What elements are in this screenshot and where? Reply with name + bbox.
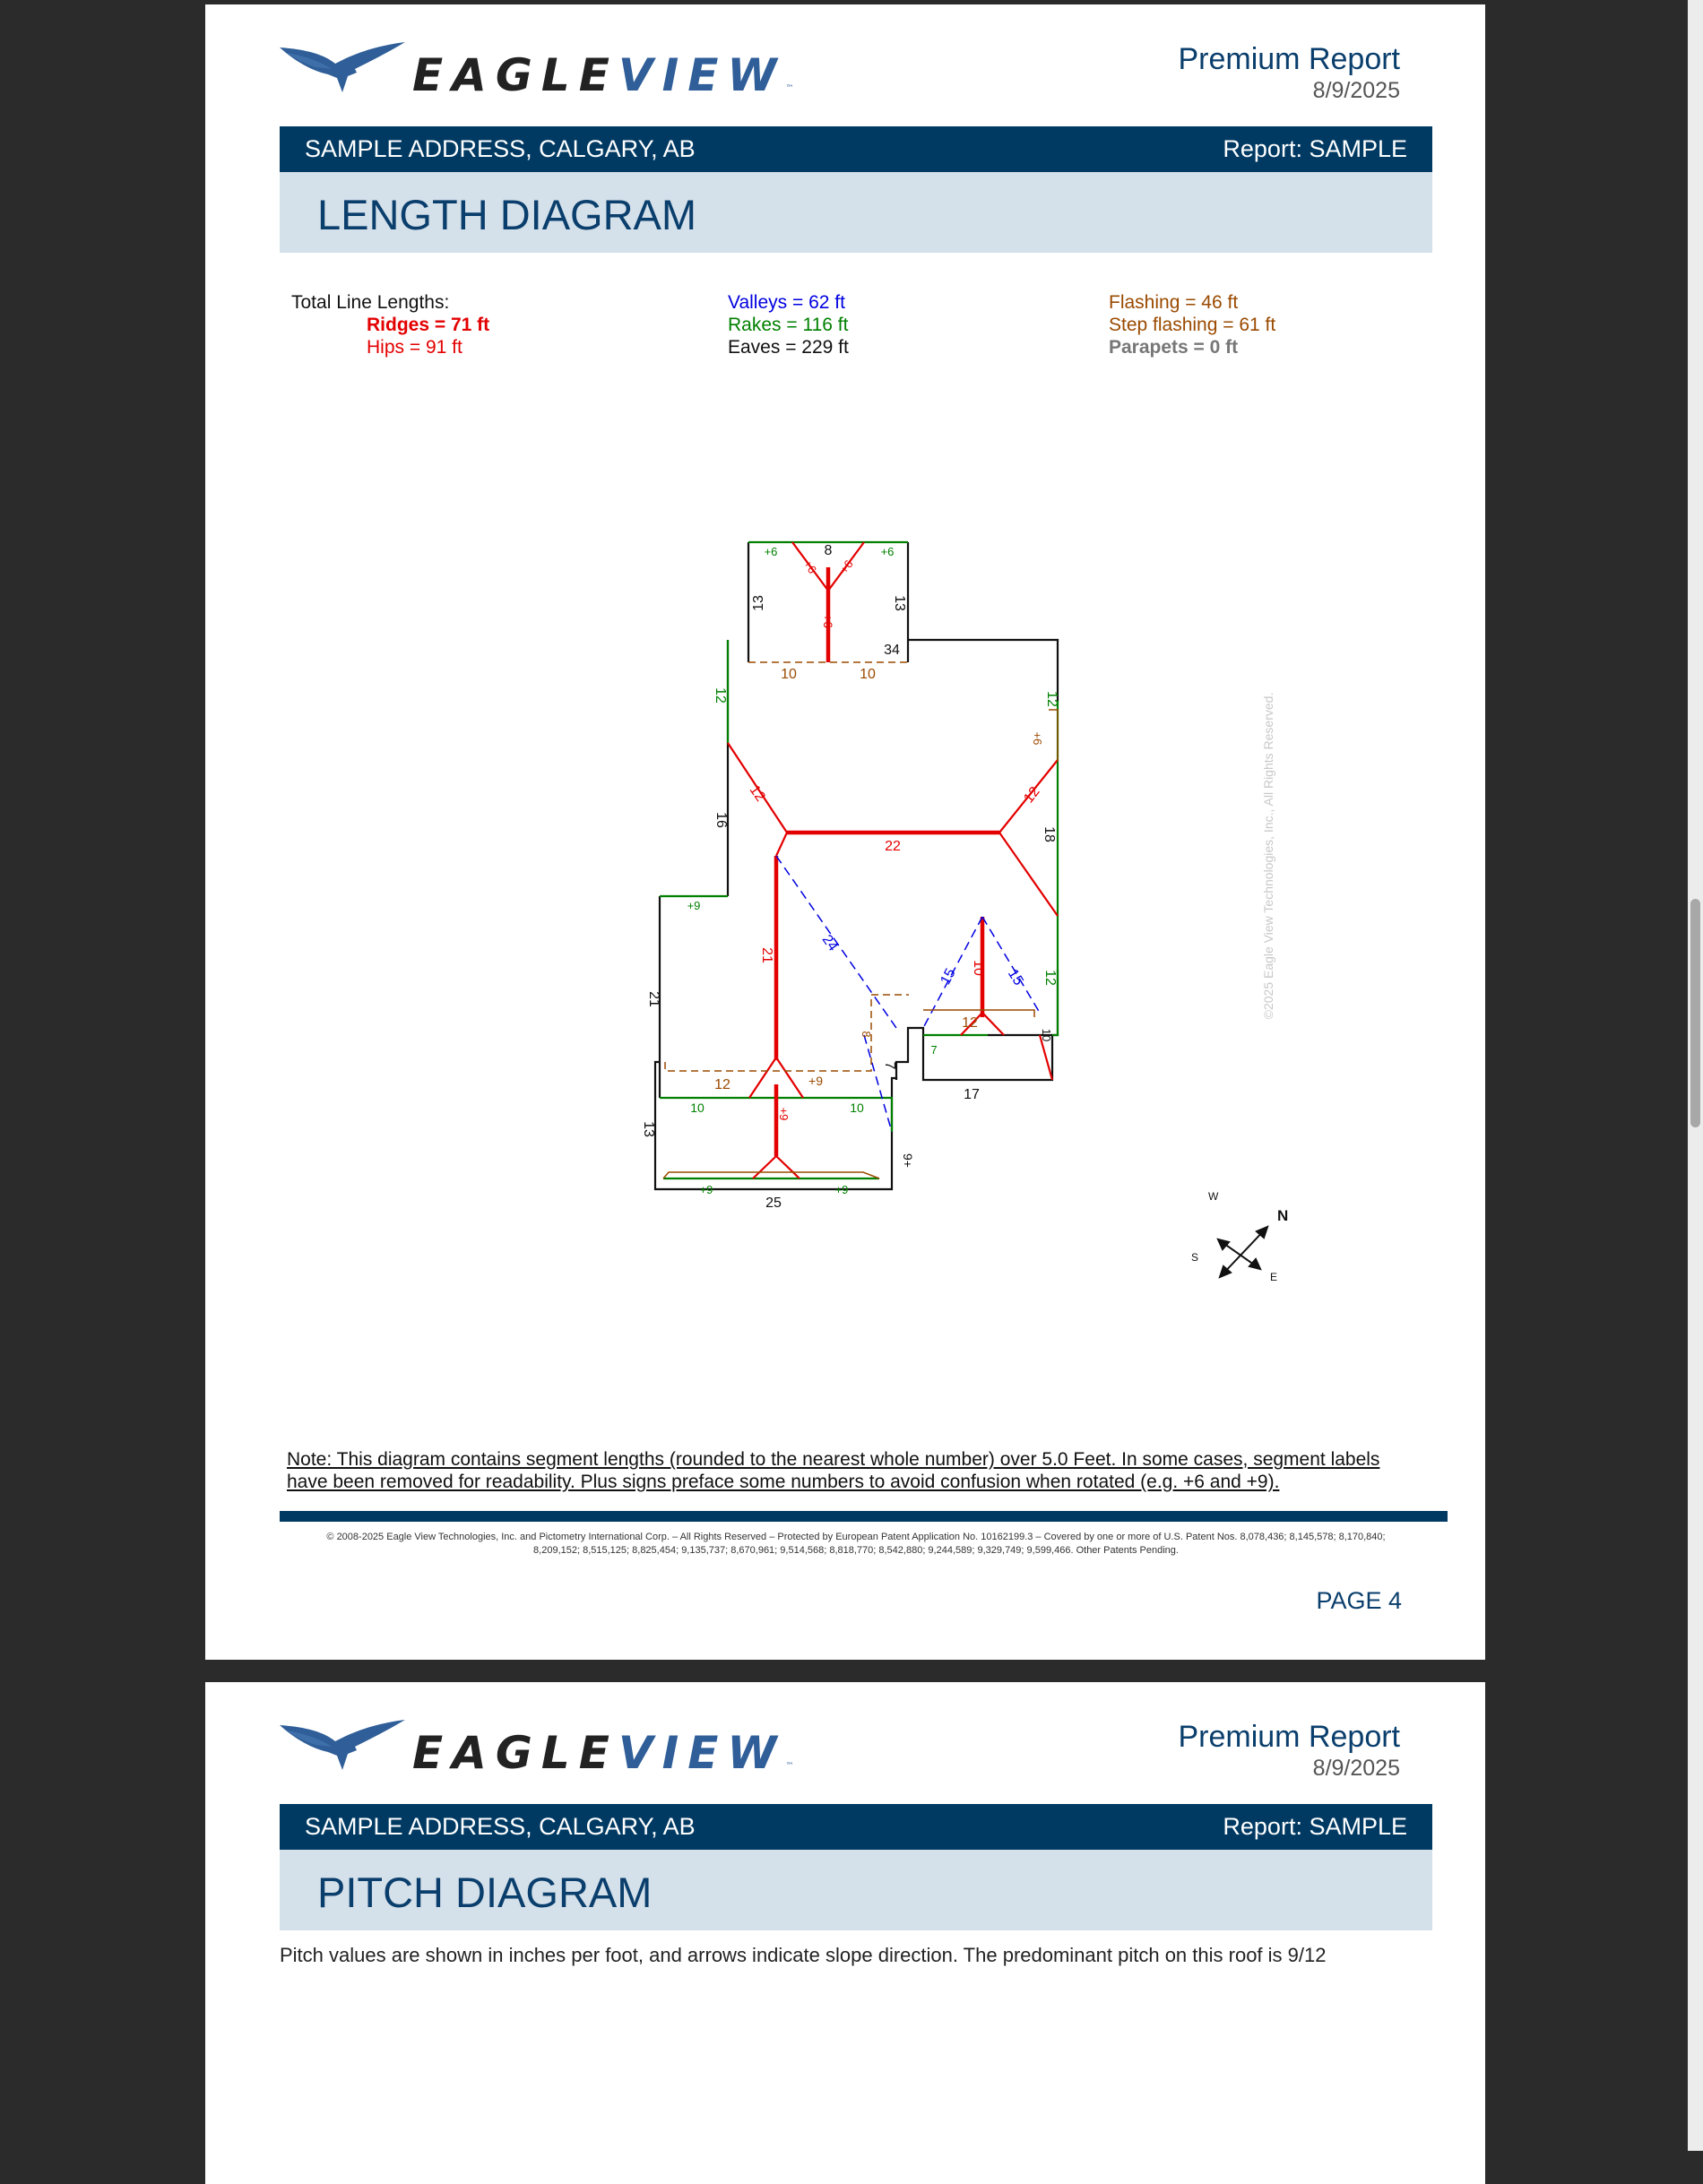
segment-label: 10 xyxy=(860,667,876,682)
segment-label: 15 xyxy=(938,966,959,988)
segment-label: 25 xyxy=(765,1196,782,1211)
segment-label: 12 xyxy=(1021,783,1043,807)
copyright-vertical: ©2025 Eagle View Technologies, Inc., All Rights Reserved. xyxy=(1261,692,1275,1020)
report-title: Premium Report xyxy=(1178,1720,1400,1754)
segment-label: 12 xyxy=(1044,691,1059,707)
ridges-total: Ridges = 71 ft xyxy=(367,315,490,335)
section-title: LENGTH DIAGRAM xyxy=(317,191,697,238)
segment-label: 13 xyxy=(892,595,907,611)
segment-label: 10 xyxy=(781,667,797,682)
segment-label: 12 xyxy=(714,1077,730,1092)
segment-label: 12 xyxy=(713,687,728,704)
segment-label: 17 xyxy=(964,1087,980,1102)
report-id: Report: SAMPLE xyxy=(1223,135,1407,162)
brand-wordmark: EAGLEVIEW™ xyxy=(412,1727,794,1779)
eagleview-logo xyxy=(280,1718,794,1781)
segment-label: 10 xyxy=(971,960,986,976)
segment-label: 21 xyxy=(646,991,661,1007)
segment-label: 10 xyxy=(850,1101,864,1115)
segment-label: 7 xyxy=(930,1043,938,1057)
rakes-total: Rakes = 116 ft xyxy=(728,315,849,335)
segment-label: 16 xyxy=(713,812,729,828)
segment-label: +6 xyxy=(800,557,820,576)
segment-label: 12 xyxy=(746,782,768,805)
segment-label: +6 xyxy=(1031,731,1044,746)
segment-label: +6 xyxy=(880,545,895,558)
page-number: PAGE 4 xyxy=(1316,1587,1402,1614)
hip-line xyxy=(753,1156,800,1178)
report-page-5 xyxy=(205,1682,1485,2184)
hip-line xyxy=(1040,1035,1052,1080)
vertical-scrollbar[interactable] xyxy=(1688,0,1703,2151)
flashing-total: Flashing = 46 ft xyxy=(1109,292,1239,313)
brand-wordmark: EAGLEVIEW™ xyxy=(412,49,794,101)
eaves-total: Eaves = 229 ft xyxy=(728,337,849,358)
valley-line xyxy=(864,1035,892,1132)
segment-label: +6 xyxy=(764,545,778,558)
compass-e: E xyxy=(1270,1271,1278,1283)
segment-label: +6 xyxy=(836,557,856,576)
segment-label: +9 xyxy=(687,899,701,912)
patents-notice xyxy=(280,1531,1432,1558)
segment-label: 18 xyxy=(1042,826,1057,842)
report-page-4 xyxy=(205,4,1485,1660)
step-flashing-total: Step flashing = 61 ft xyxy=(1109,315,1276,335)
report-date: 8/9/2025 xyxy=(1312,1756,1400,1781)
diagram-note: Note: This diagram contains segment lengths (rounded to the nearest whole number) over 5.0 Feet. In some cases, segment labels have been removed for readability. Plus signs preface some numbers to avoid confusion when rotated (e.g. +6 and +9). xyxy=(287,1449,1380,1492)
segment-label: 13 xyxy=(641,1121,656,1137)
hip-line xyxy=(999,833,1058,916)
report-date: 8/9/2025 xyxy=(1312,78,1400,103)
eagle-icon xyxy=(280,1718,405,1774)
valley-line xyxy=(982,917,1040,1013)
segment-label: 21 xyxy=(759,947,774,963)
pitch-description: Pitch values are shown in inches per foot, and arrows indicate slope direction. The predominant pitch on this roof is 9/12 xyxy=(280,1944,1327,1966)
address-text: SAMPLE ADDRESS, CALGARY, AB xyxy=(305,135,696,162)
segment-label: +9 xyxy=(834,1183,849,1196)
report-id: Report: SAMPLE xyxy=(1223,1813,1407,1840)
segment-label: 22 xyxy=(885,839,901,854)
address-text: SAMPLE ADDRESS, CALGARY, AB xyxy=(305,1813,696,1840)
report-title: Premium Report xyxy=(1178,42,1400,76)
hips-total: Hips = 91 ft xyxy=(367,337,462,358)
segment-label: 10 xyxy=(1040,1028,1053,1042)
valleys-total: Valleys = 62 ft xyxy=(728,292,845,313)
segment-label: 9+ xyxy=(901,1153,915,1168)
segment-label: 15 xyxy=(1004,966,1026,988)
compass-n: N xyxy=(1277,1207,1289,1224)
segment-label: 34 xyxy=(884,643,900,658)
section-title: PITCH DIAGRAM xyxy=(317,1869,653,1916)
compass-rose xyxy=(1191,1190,1288,1283)
eave-line xyxy=(908,640,1058,701)
arrow-east-icon xyxy=(1249,1259,1260,1269)
scrollbar-thumb[interactable] xyxy=(1690,899,1700,1127)
segment-label: 24 xyxy=(818,932,841,954)
address-bar xyxy=(280,1804,1432,1850)
segment-label: 8 xyxy=(860,1031,873,1038)
compass-w: W xyxy=(1208,1190,1219,1203)
arrow-south-icon xyxy=(1218,1239,1229,1249)
totals-label: Total Line Lengths: xyxy=(291,292,450,313)
compass-s: S xyxy=(1191,1251,1199,1264)
flashing-line xyxy=(1049,710,1058,762)
segment-label: 8 xyxy=(824,543,833,558)
segment-label: 13 xyxy=(751,595,766,611)
segment-label: 12 xyxy=(962,1015,978,1031)
segment-label: 10 xyxy=(690,1101,705,1115)
patents-line-1: © 2008-2025 Eagle View Technologies, Inc. and Pictometry International Corp. – All Rights Reserved – Protected by European Patent Application No. 10162199.3 – Covered by one or more of U.S. Patent Nos. 8,078,436; 8,145,578; 8,170,840; xyxy=(326,1532,1386,1542)
footer-rule xyxy=(280,1511,1448,1522)
length-diagram xyxy=(205,4,1485,1660)
segment-label: +6 xyxy=(821,614,835,628)
section-band xyxy=(280,1850,1432,1930)
segment-label: 7 xyxy=(882,1061,897,1070)
segment-label: +9 xyxy=(699,1183,713,1196)
segment-label: 12 xyxy=(1042,970,1058,986)
patents-line-2: 8,209,152; 8,515,125; 8,825,454; 9,135,737; 8,670,961; 9,514,568; 8,818,770; 8,542,880; 9,244,589; 9,329,749; 9,599,466. Other Patents Pending. xyxy=(533,1545,1179,1556)
segment-label: +9 xyxy=(808,1074,823,1088)
segment-label: +9 xyxy=(777,1107,791,1121)
parapets-total: Parapets = 0 ft xyxy=(1109,337,1239,358)
